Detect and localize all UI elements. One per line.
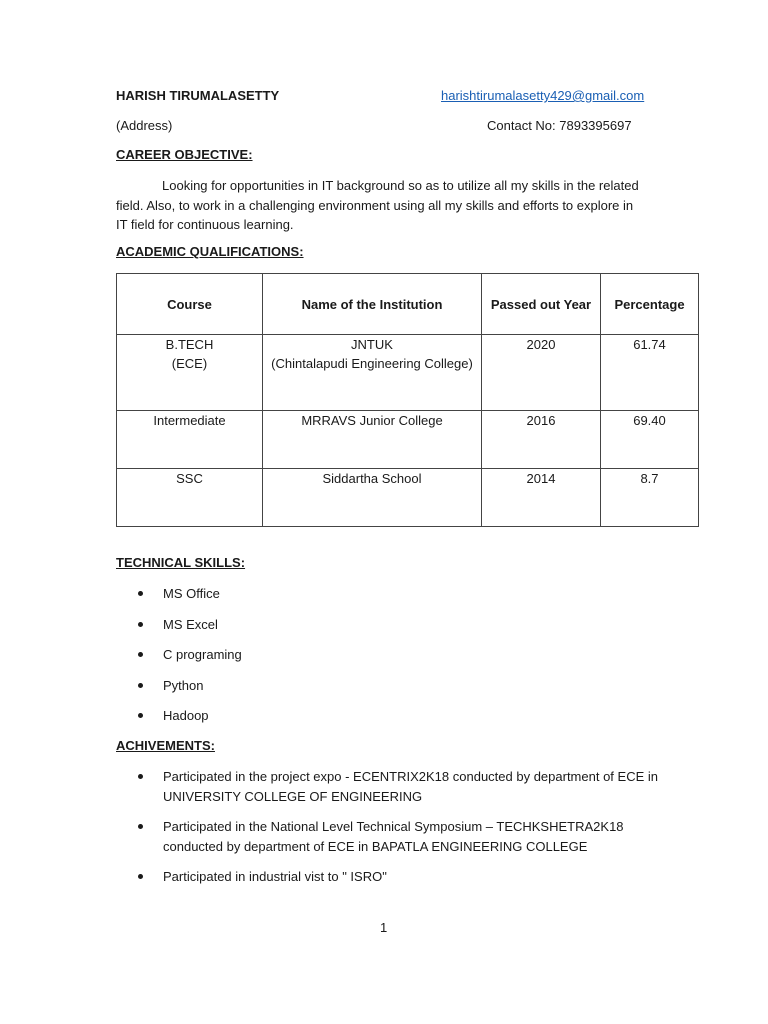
objective-line-2: field. Also, to work in a challenging environment using all my skills and efforts to explore in: [116, 197, 634, 213]
course-cell: SSC: [117, 469, 263, 527]
list-item: [163, 867, 387, 887]
bullet-icon: [138, 591, 143, 596]
course-name: B.TECH: [165, 337, 214, 352]
institution-college: (Chintalapudi Engineering College): [271, 356, 473, 371]
list-item: MS Office: [163, 586, 220, 601]
institution-cell: MRRAVS Junior College: [263, 411, 482, 469]
bullet-icon: [138, 774, 143, 779]
objective-line-1: Looking for opportunities in IT background so as to utilize all my skills in the related: [162, 178, 639, 193]
column-header: Passed out Year: [482, 274, 601, 335]
bullet-icon: [138, 713, 143, 718]
table-row: [117, 335, 699, 411]
list-item: MS Excel: [163, 617, 218, 632]
list-item: [163, 767, 658, 807]
achievements-heading: ACHIVEMENTS:: [116, 738, 215, 753]
email-link[interactable]: harishtirumalasetty429@gmail.com: [441, 88, 645, 103]
course-cell: Intermediate: [117, 411, 263, 469]
page-number: 1: [380, 920, 388, 935]
course-branch: (ECE): [171, 356, 208, 371]
bullet-icon: [138, 683, 143, 688]
percentage-cell: 8.7: [601, 469, 699, 527]
table-row: [117, 411, 699, 469]
year-cell: 2014: [482, 469, 601, 527]
institution-cell: Siddartha School: [263, 469, 482, 527]
achievement-line: Participated in industrial vist to " ISRO": [163, 869, 387, 884]
year-cell: 2020: [482, 335, 601, 411]
objective-line-3: IT field for continuous learning.: [116, 217, 294, 232]
institution-cell: [263, 335, 482, 411]
list-item: [163, 817, 624, 857]
table-row: [117, 469, 699, 527]
column-header: Course: [117, 274, 263, 335]
bullet-icon: [138, 622, 143, 627]
course-cell: [117, 335, 263, 411]
list-item: C programing: [163, 647, 242, 662]
address: (Address): [116, 118, 173, 133]
technical-skills-heading: TECHNICAL SKILLS:: [116, 555, 246, 570]
year-cell: 2016: [482, 411, 601, 469]
candidate-name: HARISH TIRUMALASETTY: [116, 88, 280, 103]
achievement-line: conducted by department of ECE in BAPATLA ENGINEERING COLLEGE: [163, 839, 588, 854]
bullet-icon: [138, 824, 143, 829]
column-header: Name of the Institution: [263, 274, 482, 335]
list-item: Python: [163, 678, 204, 693]
table-header-row: [117, 274, 699, 335]
bullet-icon: [138, 652, 143, 657]
percentage-cell: 69.40: [601, 411, 699, 469]
achievement-line: Participated in the National Level Technical Symposium – TECHKSHETRA2K18: [163, 819, 624, 834]
contact-number: Contact No: 7893395697: [487, 118, 632, 133]
career-objective-text: [116, 176, 648, 235]
percentage-cell: 61.74: [601, 335, 699, 411]
list-item: Hadoop: [163, 708, 209, 723]
academic-heading: ACADEMIC QUALIFICATIONS:: [116, 244, 304, 259]
institution-name: JNTUK: [351, 337, 393, 352]
career-objective-heading: CAREER OBJECTIVE:: [116, 147, 253, 162]
achievement-line: Participated in the project expo - ECENTRIX2K18 conducted by department of ECE in: [163, 769, 658, 784]
achievement-line: UNIVERSITY COLLEGE OF ENGINEERING: [163, 789, 423, 804]
bullet-icon: [138, 874, 143, 879]
qualifications-table: [116, 273, 699, 527]
column-header: Percentage: [601, 274, 699, 335]
